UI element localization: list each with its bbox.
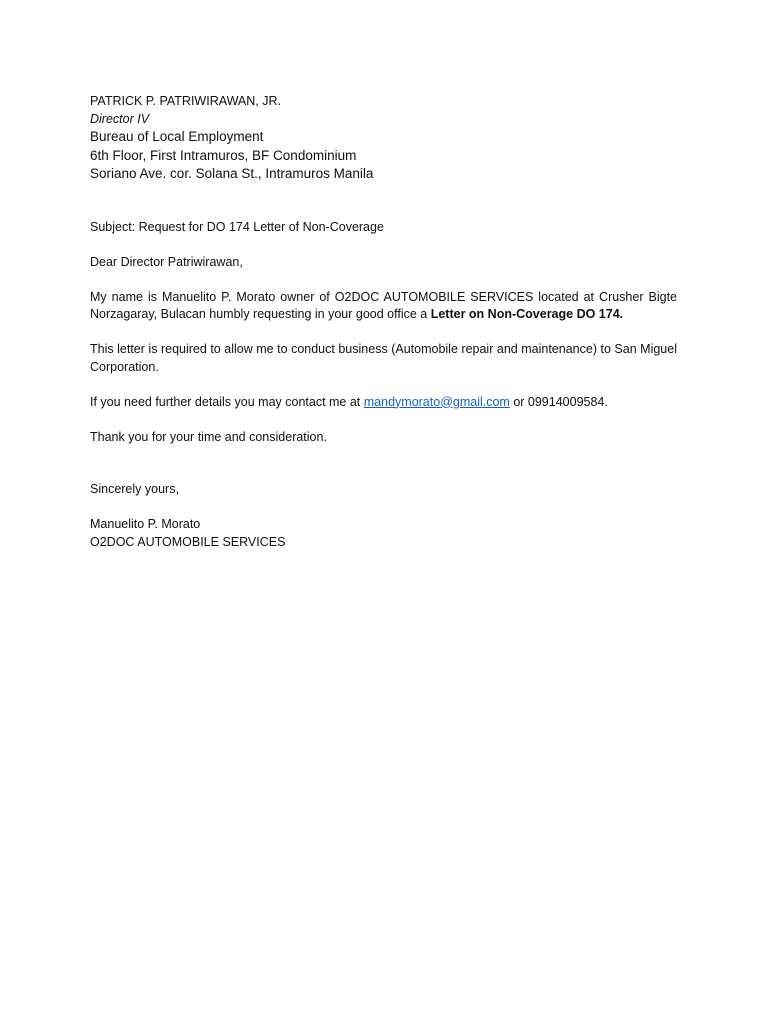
spacer: [90, 499, 677, 517]
recipient-block: [90, 93, 677, 184]
body-paragraph-4: Thank you for your time and consideration.: [90, 429, 327, 444]
spacer: [90, 324, 677, 342]
recipient-address-line2: Soriano Ave. cor. Solana St., Intramuros Manila: [90, 166, 374, 181]
spacer: [90, 411, 677, 429]
signature-name: Manuelito P. Morato: [90, 517, 201, 531]
spacer: [90, 236, 677, 254]
body-paragraph-2: This letter is required to allow me to conduct business (Automobile repair and maintenance) to San Miguel Corporation.: [90, 342, 677, 374]
closing: Sincerely yours,: [90, 482, 179, 496]
recipient-office: Bureau of Local Employment: [90, 129, 264, 144]
subject-line: Subject: Request for DO 174 Letter of Non-Coverage: [90, 219, 384, 234]
spacer: [90, 184, 677, 219]
signature-company: O2DOC AUTOMOBILE SERVICES: [90, 534, 286, 549]
recipient-title: Director IV: [90, 111, 150, 126]
spacer: [90, 271, 677, 289]
contact-text: If you need further details you may contact me at: [90, 394, 364, 409]
spacer: [90, 376, 677, 394]
body-paragraph-3: [90, 394, 677, 412]
phone-text: or 09914009584.: [509, 394, 608, 409]
body-paragraph-1: [90, 289, 677, 324]
salutation: Dear Director Patriwirawan,: [90, 254, 243, 269]
body-paragraph-1-text: My name is Manuelito P. Morato owner of O2DOC AUTOMOBILE SERVICES located at Crusher Bigte Norzagaray, Bulacan humbly requesting in your good office a: [90, 289, 677, 321]
letter-page: [90, 93, 677, 551]
email-link[interactable]: mandymorato@gmail.com: [363, 394, 510, 409]
recipient-address-line1: 6th Floor, First Intramuros, BF Condominium: [90, 147, 357, 163]
spacer: [90, 446, 677, 481]
recipient-name: PATRICK P. PATRIWIRAWAN, JR.: [90, 94, 281, 108]
body-paragraph-1-bold: Letter on Non-Coverage DO 174.: [430, 307, 624, 321]
